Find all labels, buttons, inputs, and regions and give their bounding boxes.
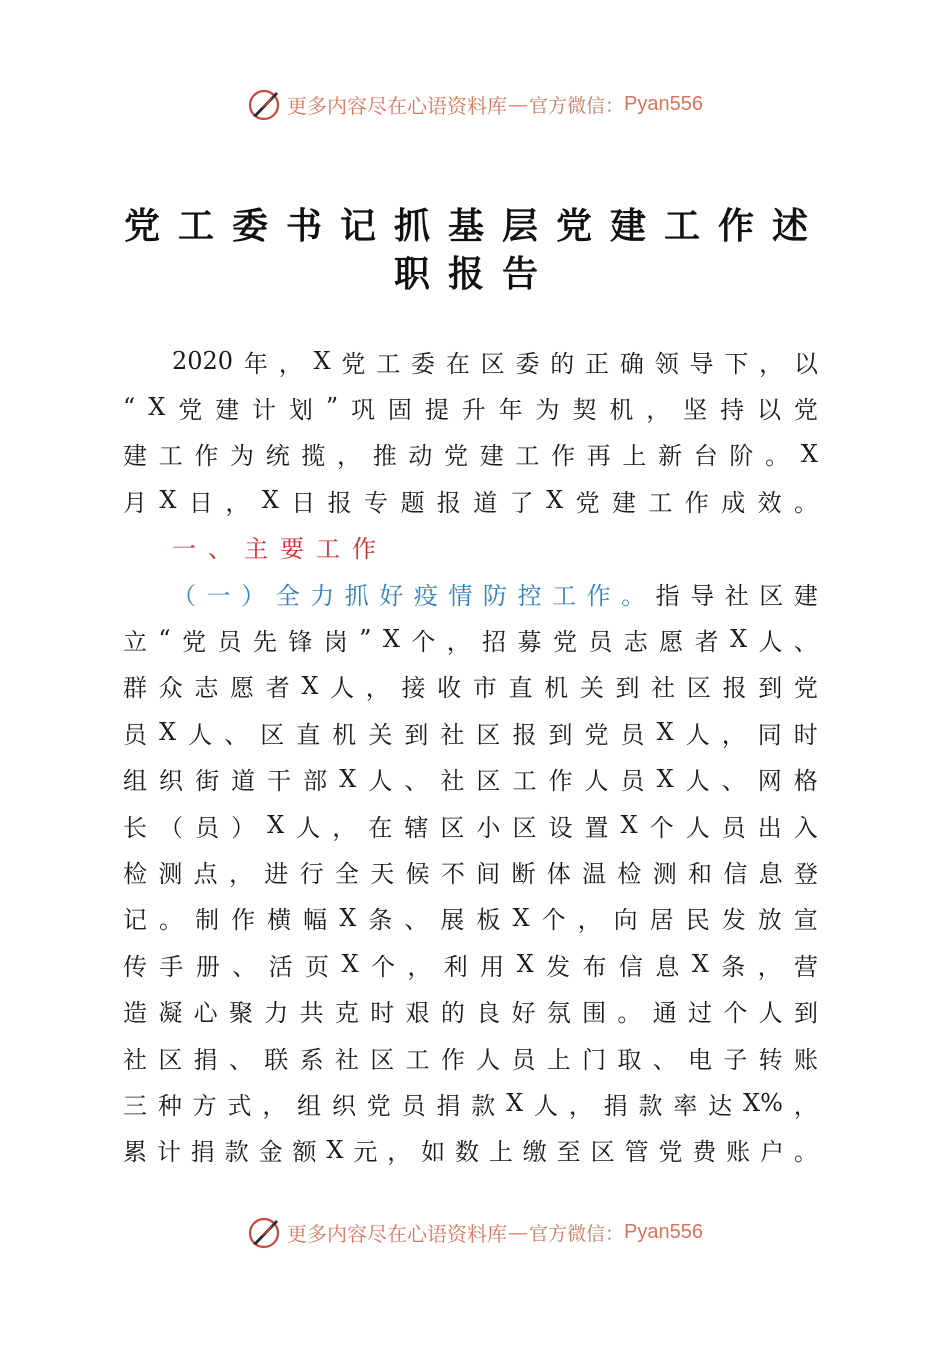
body-line: 社 区 捐 、 联 系 社 区 工 作 人 员 上 门 取 、 电 子 转 账 bbox=[123, 1045, 818, 1074]
body-line: 月 X 日 ， X 日 报 专 题 报 道 了 X 党 建 工 作 成 效 。 bbox=[123, 486, 818, 517]
banner-dash: — bbox=[508, 1220, 528, 1244]
document-title-line-2: 职报告 bbox=[393, 254, 556, 295]
section-heading-text: 一、主要工作 bbox=[172, 535, 388, 564]
header-watermark bbox=[0, 84, 950, 124]
quill-logo-icon bbox=[247, 86, 283, 122]
banner-text: 更多内容尽在心语资料库 bbox=[287, 93, 507, 118]
body-line: 群 众 志 愿 者 X 人 ， 接 收 市 直 机 关 到 社 区 报 到 党 bbox=[123, 671, 818, 703]
body-line: 记 。 制 作 横 幅 X 条 、 展 板 X 个 ， 向 居 民 发 放 宣 bbox=[123, 903, 818, 935]
body-line: 传 手 册 、 活 页 X 个 ， 利 用 X 发 布 信 息 X 条 ， 营 bbox=[123, 950, 818, 981]
banner-dash: — bbox=[508, 92, 528, 116]
body-line: 累 计 捐 款 金 额 X 元 ， 如 数 上 缴 至 区 管 党 费 账 户 。 bbox=[123, 1135, 818, 1167]
banner-text: 更多内容尽在心语资料库 bbox=[287, 1221, 507, 1246]
body-line: 立 “ 党 员 先 锋 岗 ” X 个 ， 招 募 党 员 志 愿 者 X 人 、 bbox=[123, 625, 818, 656]
section-heading bbox=[172, 524, 818, 570]
body-line: 长 （ 员 ） X 人 ， 在 辖 区 小 区 设 置 X 个 人 员 出 入 bbox=[123, 811, 818, 842]
body-line: 检 测 点 ， 进 行 全 天 候 不 间 断 体 温 检 测 和 信 息 登 bbox=[123, 859, 818, 888]
body-line: 员 X 人 、 区 直 机 关 到 社 区 报 到 党 员 X 人 ， 同 时 bbox=[123, 718, 818, 749]
footer-watermark bbox=[0, 1212, 950, 1252]
body-line: 建 工 作 为 统 揽 ， 推 动 党 建 工 作 再 上 新 台 阶 。 X bbox=[123, 439, 818, 471]
banner-wechat-label: 官方微信： bbox=[529, 94, 625, 117]
body-line: （ 一 ） 全 力 抓 好 疫 情 防 控 工 作 。 指 导 社 区 建 bbox=[172, 581, 818, 610]
body-line: 三 种 方 式 ， 组 织 党 员 捐 款 X 人 ， 捐 款 率 达 X% ， bbox=[123, 1089, 818, 1120]
body-line: 组 织 街 道 干 部 X 人 、 社 区 工 作 人 员 X 人 、 网 格 bbox=[123, 764, 818, 796]
quill-logo-icon bbox=[247, 1214, 283, 1250]
document-title-line-1: 党工委书记抓基层党建工作述 bbox=[123, 206, 826, 247]
body-line: 造 凝 心 聚 力 共 克 时 艰 的 良 好 氛 围 。 通 过 个 人 到 bbox=[123, 999, 818, 1028]
banner-wechat-id: Pyan556 bbox=[624, 92, 703, 115]
body-line: “ X 党 建 计 划 ” 巩 固 提 升 年 为 契 机 ， 坚 持 以 党 bbox=[123, 393, 818, 424]
body-line: 2020 年 ， X 党 工 委 在 区 委 的 正 确 领 导 下 ， 以 bbox=[172, 347, 818, 378]
banner-wechat-label: 官方微信： bbox=[529, 1222, 625, 1245]
banner-wechat-id: Pyan556 bbox=[624, 1220, 703, 1243]
